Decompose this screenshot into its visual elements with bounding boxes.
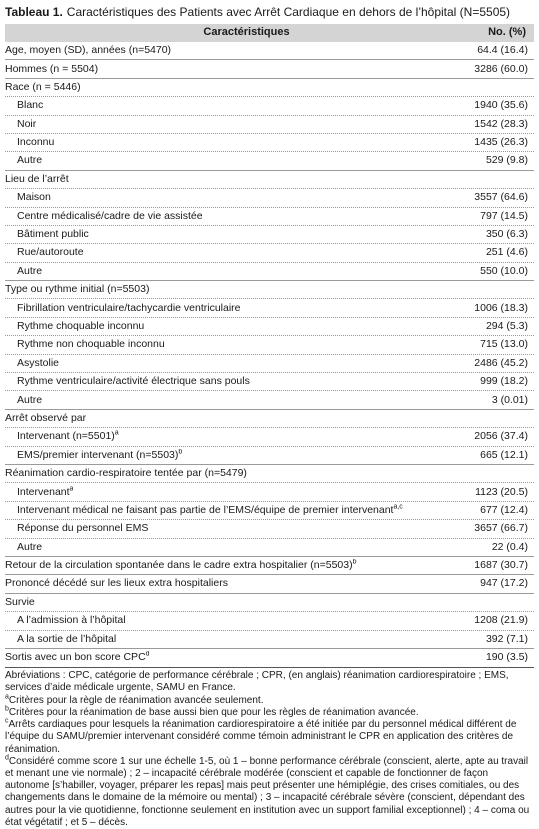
table-row bbox=[5, 151, 534, 169]
row-value: 550 (10.0) bbox=[480, 264, 528, 277]
table-row bbox=[5, 243, 534, 261]
row-value: 947 (17.2) bbox=[480, 577, 528, 590]
row-label: Rythme ventriculaire/activité électrique sans pouls bbox=[17, 375, 250, 388]
table-row bbox=[5, 519, 534, 537]
footnote-marker: b bbox=[178, 448, 183, 456]
footnote-marker: d bbox=[145, 651, 150, 658]
table-row bbox=[5, 115, 534, 133]
table-row bbox=[5, 78, 534, 96]
table-row bbox=[5, 630, 534, 648]
row-label: Centre médicalisé/cadre de vie assistée bbox=[17, 209, 203, 222]
row-value: 797 (14.5) bbox=[480, 209, 528, 222]
row-value: 1687 (30.7) bbox=[474, 559, 528, 572]
footnote bbox=[5, 670, 534, 694]
table-row bbox=[5, 317, 534, 335]
row-label: Sortis avec un bon score CPC bbox=[5, 651, 146, 664]
row-label: Rythme choquable inconnu bbox=[17, 319, 145, 332]
row-label: Rue/autoroute bbox=[17, 246, 84, 259]
row-label: Rythme non choquable inconnu bbox=[17, 338, 165, 351]
row-value: 2486 (45.2) bbox=[474, 356, 528, 369]
table-title bbox=[5, 4, 534, 20]
table-row bbox=[5, 133, 534, 151]
row-value: 3557 (64.6) bbox=[474, 191, 528, 204]
table-row bbox=[5, 482, 534, 500]
table-row bbox=[5, 262, 534, 280]
row-label: Autre bbox=[17, 393, 43, 406]
table-row bbox=[5, 501, 534, 519]
footnote bbox=[5, 707, 534, 719]
footnote-letter: b bbox=[5, 705, 9, 713]
row-label: Autre bbox=[17, 264, 43, 277]
table-row bbox=[5, 372, 534, 390]
table-row bbox=[5, 611, 534, 629]
row-value: 677 (12.4) bbox=[480, 503, 528, 516]
row-label: Survie bbox=[5, 595, 35, 608]
row-value: 3 (0.01) bbox=[491, 393, 528, 406]
row-label: Asystolie bbox=[17, 356, 60, 369]
table-row bbox=[5, 574, 534, 592]
row-value: 22 (0.4) bbox=[491, 540, 528, 553]
row-value: 715 (13.0) bbox=[480, 338, 528, 351]
table-row bbox=[5, 225, 534, 243]
table-row bbox=[5, 170, 534, 188]
footnote-marker: a bbox=[114, 430, 119, 437]
footnote bbox=[5, 756, 534, 829]
table-caption: Caractéristiques des Patients avec Arrêt Cardiaque en dehors de l’hôpital (N=5505) bbox=[66, 5, 511, 19]
row-label: Intervenant (n=5501) bbox=[17, 430, 115, 443]
row-label: Fibrillation ventriculaire/tachycardie ventriculaire bbox=[17, 301, 241, 314]
row-label: Réponse du personnel EMS bbox=[17, 522, 149, 535]
row-value: 3657 (66.7) bbox=[474, 522, 528, 535]
footnote-letter: d bbox=[5, 754, 9, 762]
row-label: Arrêt observé par bbox=[5, 411, 87, 424]
row-label: Age, moyen (SD), années (n=5470) bbox=[5, 44, 172, 57]
footnote-text: Considéré comme score 1 sur une échelle 1-5, où 1 – bonne performance cérébrale (conscient, alerte, apte au travail et menant une vie normale) ; 2 – incapacité cérébrale modérée (conscient et capable de fonctionner de façon autonome [s’habiller, voyager, préparer les repas] mais peut présenter une hémiplégie, des crises comitiales, ou des changements dans le domaine de la mémoire ou mental) ; 3 – incapacité cérébrale sévère (conscient, dépendant des autres pour la vie quotidienne, fonctionne seulement en institution avec un support familial exceptionnel) ; 4 – coma ou état végétatif ; et 5 – décès. bbox=[5, 755, 530, 828]
row-value: 350 (6.3) bbox=[485, 228, 528, 241]
row-value: 529 (9.8) bbox=[485, 154, 528, 167]
row-label: Blanc bbox=[17, 99, 44, 112]
row-value: 3286 (60.0) bbox=[474, 62, 528, 75]
row-label: A l’admission à l’hôpital bbox=[17, 614, 126, 627]
footnote-text: Arrêts cardiaques pour lesquels la réanimation cardiorespiratoire a été initiée par du personnel médical différent de l’équipe du SAMU/premier intervenant considéré comme témoin administrant le CPR en application des critères de réanimation. bbox=[5, 719, 517, 755]
row-value: 392 (7.1) bbox=[485, 632, 528, 645]
table-bottom-rule bbox=[5, 667, 534, 668]
table-row bbox=[5, 354, 534, 372]
table-row bbox=[5, 59, 534, 77]
table-row bbox=[5, 593, 534, 611]
footnote-letter: c bbox=[5, 717, 9, 725]
row-label: Retour de la circulation spontanée dans le cadre extra hospitalier (n=5503) bbox=[5, 559, 353, 572]
row-value: 1208 (21.9) bbox=[474, 614, 528, 627]
footnote-marker: a bbox=[69, 485, 74, 492]
table-row bbox=[5, 390, 534, 408]
row-label: Race (n = 5446) bbox=[5, 80, 81, 93]
row-value: 2056 (37.4) bbox=[474, 430, 528, 443]
footnote bbox=[5, 719, 534, 756]
row-value: 1542 (28.3) bbox=[474, 117, 528, 130]
footnote-letter: a bbox=[5, 693, 9, 701]
table-header bbox=[5, 24, 534, 42]
row-label: Bâtiment public bbox=[17, 228, 89, 241]
row-label: Autre bbox=[17, 540, 43, 553]
table-row bbox=[5, 648, 534, 666]
table-row bbox=[5, 556, 534, 574]
row-value: 999 (18.2) bbox=[480, 375, 528, 388]
table-row bbox=[5, 464, 534, 482]
table-row bbox=[5, 96, 534, 114]
row-value: 665 (12.1) bbox=[480, 448, 528, 461]
row-label: Réanimation cardio-respiratoire tentée par (n=5479) bbox=[5, 467, 247, 480]
footnote-text: Critères pour la réanimation de base aussi bien que pour les règles de réanimation avancée. bbox=[8, 706, 419, 718]
table-row bbox=[5, 207, 534, 225]
header-characteristics: Caractéristiques bbox=[203, 26, 290, 39]
row-value: 1123 (20.5) bbox=[475, 485, 528, 498]
row-value: 1435 (26.3) bbox=[474, 136, 528, 149]
row-value: 64.4 (16.4) bbox=[477, 44, 528, 57]
table-row bbox=[5, 538, 534, 556]
row-label: Hommes (n = 5504) bbox=[5, 62, 99, 75]
row-label: Noir bbox=[17, 117, 37, 130]
row-label: Maison bbox=[17, 191, 51, 204]
row-label: EMS/premier intervenant (n=5503) bbox=[17, 448, 179, 461]
table-body bbox=[5, 42, 534, 666]
header-count: No. (%) bbox=[488, 26, 526, 39]
footnotes bbox=[5, 670, 534, 829]
row-value: 190 (3.5) bbox=[485, 651, 528, 664]
footnote-marker: b bbox=[352, 559, 357, 566]
row-value: 251 (4.6) bbox=[485, 246, 528, 259]
table-row bbox=[5, 188, 534, 206]
table-row bbox=[5, 280, 534, 298]
footnote-text: Abréviations : CPC, catégorie de performance cérébrale ; CPR, (en anglais) réanimation cardiorespiratoire ; EMS, services d’aide médicale urgente, SAMU en France. bbox=[5, 670, 509, 694]
row-label: Autre bbox=[17, 154, 43, 167]
row-label: A la sortie de l’hôpital bbox=[17, 632, 117, 645]
row-label: Prononcé décédé sur les lieux extra hospitaliers bbox=[5, 577, 228, 590]
table-row bbox=[5, 446, 534, 464]
row-label: Intervenant bbox=[17, 485, 70, 498]
row-label: Lieu de l’arrêt bbox=[5, 172, 69, 185]
table-row bbox=[5, 427, 534, 445]
row-label: Intervenant médical ne faisant pas partie de l’EMS/équipe de premier intervenant bbox=[17, 503, 394, 516]
table-row bbox=[5, 298, 534, 316]
table-number: Tableau 1. bbox=[5, 5, 63, 19]
footnote-text: Critères pour la règle de réanimation avancée seulement. bbox=[8, 694, 264, 706]
table-row bbox=[5, 42, 534, 59]
footnote bbox=[5, 695, 534, 707]
table-row bbox=[5, 335, 534, 353]
row-value: 1006 (18.3) bbox=[474, 301, 528, 314]
row-label: Type ou rythme initial (n=5503) bbox=[5, 283, 150, 296]
footnote-marker: a,c bbox=[393, 503, 403, 511]
table-row bbox=[5, 409, 534, 427]
row-label: Inconnu bbox=[17, 136, 55, 149]
row-value: 1940 (35.6) bbox=[474, 99, 528, 112]
row-value: 294 (5.3) bbox=[485, 319, 528, 332]
